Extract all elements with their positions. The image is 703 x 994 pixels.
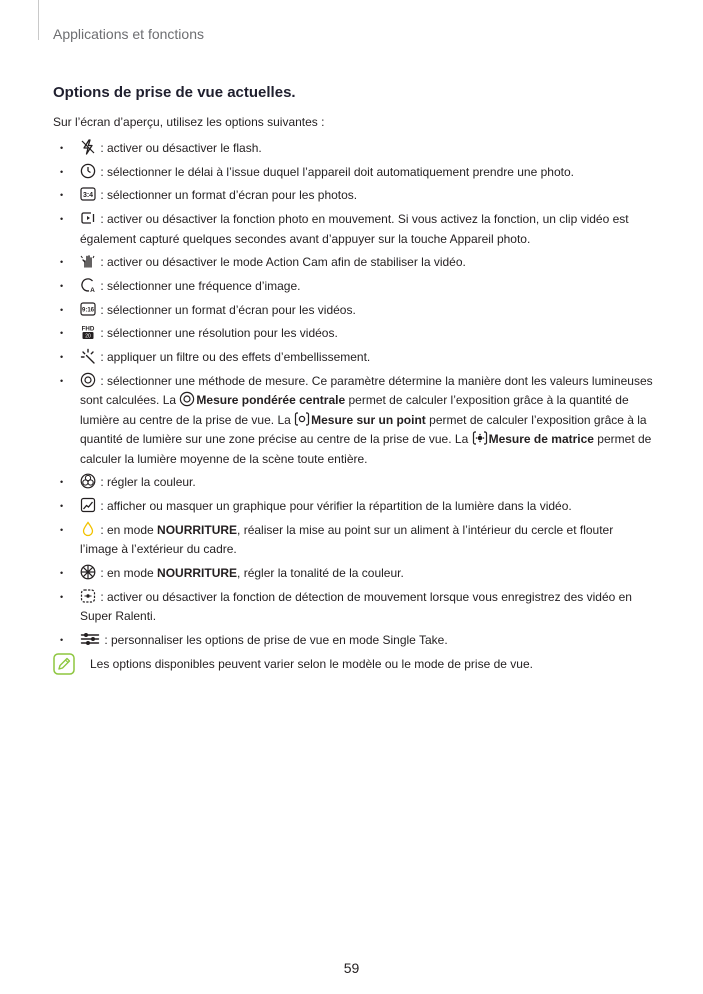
list-item: • : activer ou désactiver le flash. (53, 139, 653, 159)
filter-sparkle-icon (80, 348, 96, 364)
note-text: Les options disponibles peuvent varier selon le modèle ou le mode de prise de vue. (90, 657, 533, 671)
list-item: • : appliquer un filtre ou des effets d’embellissement. (53, 348, 653, 368)
svg-text:20: 20 (85, 333, 91, 340)
focus-drop-icon (80, 521, 96, 537)
list-item: • : régler la couleur. (53, 473, 653, 493)
action-cam-icon (80, 253, 96, 269)
list-item: • FHD 20 : sélectionner une résolution pour les vidéos. (53, 324, 653, 344)
frame-rate-auto-icon (80, 277, 96, 293)
section-intro: Sur l’écran d’aperçu, utilisez les options suivantes : (53, 115, 325, 129)
svg-text:9:16: • 9:16 (81, 307, 95, 314)
resolution-fhd-icon (80, 324, 96, 340)
color-tone-icon (80, 473, 96, 489)
list-item: • : activer ou désactiver la fonction de détection de mouvement lorsque vous enregistrez des vidéo en Super Ralenti. (53, 588, 653, 627)
list-item: • 9:16 : sélectionner un format d’écran pour les vidéos. (53, 301, 653, 321)
metering-center-icon (80, 372, 96, 388)
metering-center-weighted-icon (179, 391, 195, 407)
sliders-icon (80, 631, 100, 647)
list-item: • : afficher ou masquer un graphique pour vérifier la répartition de la lumière dans la vidéo. (53, 497, 653, 517)
list-item: • : activer ou désactiver le mode Action Cam afin de stabiliser la vidéo. (53, 253, 653, 273)
options-list (53, 139, 653, 655)
motion-detect-icon (80, 588, 96, 604)
flash-icon (80, 139, 96, 155)
list-item: • : personnaliser les options de prise de vue en mode Single Take. (53, 631, 653, 651)
svg-text:FHD: • FHD (81, 325, 95, 333)
list-item: • : en mode NOURRITURE, réaliser la mise au point sur un aliment à l’intérieur du cercle et flouter l’image à l’extérieur du cadre. (53, 521, 653, 560)
page-number: 59 (343, 960, 360, 976)
note-pencil-icon (53, 653, 75, 675)
list-item: • : sélectionner une méthode de mesure. Ce paramètre détermine la manière dont les valeurs lumineuses sont calculées. La Mesure pondérée centrale permet de calculer l’exposition grâce à la quantité de lumière au centre de la prise de vue. La Mesure sur un point permet de calculer l’exposition grâce à la quantité de lumière sur une zone précise au centre de la prise de vue. La Mesure de matrice permet de calculer la lumière moyenne de la scène toute entière. (53, 372, 653, 470)
svg-text:A: • A (90, 286, 95, 293)
metering-matrix-icon (472, 430, 488, 446)
metering-spot-icon (294, 411, 310, 427)
ratio-9-16-icon (80, 301, 96, 317)
list-item: • : activer ou désactiver la fonction photo en mouvement. Si vous activez la fonction, un clip vidéo est également capturé quelques secondes avant d’appuyer sur la touche Appareil photo. (53, 210, 653, 249)
motion-photo-icon (80, 210, 96, 226)
header-divider (38, 0, 39, 40)
histogram-icon (80, 497, 96, 513)
section-title: Options de prise de vue actuelles. (53, 84, 296, 101)
svg-text:3:4: • 3:4 (82, 192, 94, 200)
list-item: • 3:4 : sélectionner un format d’écran pour les photos. (53, 186, 653, 206)
ratio-3-4-icon (80, 186, 96, 202)
list-item: • : sélectionner le délai à l’issue duquel l’appareil doit automatiquement prendre une photo. (53, 163, 653, 183)
note (53, 653, 663, 675)
chapter-header: Applications et fonctions (53, 26, 204, 42)
timer-icon (80, 163, 96, 179)
list-item: • A : sélectionner une fréquence d’image. (53, 277, 653, 297)
color-wheel-icon (80, 564, 96, 580)
list-item: • : en mode NOURRITURE, régler la tonalité de la couleur. (53, 564, 653, 584)
